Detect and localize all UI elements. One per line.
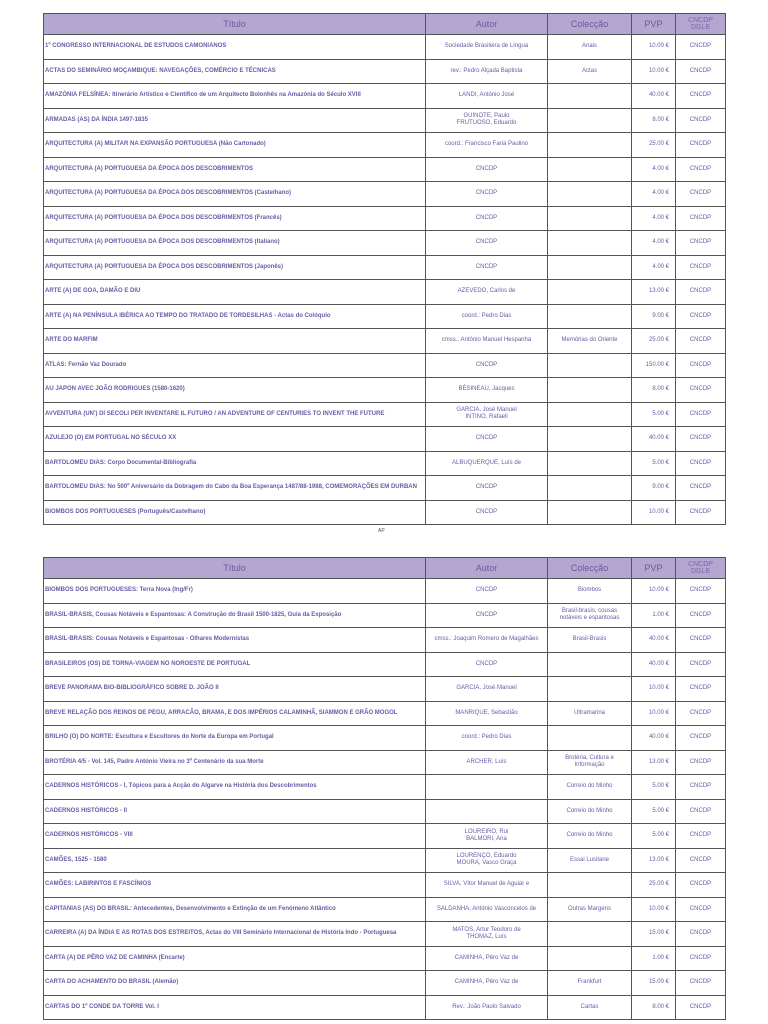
cell-coleccao: Brotéria, Cultura e Informação (548, 750, 632, 775)
cell-autor: ALBUQUERQUE, Luís de (426, 451, 548, 476)
cell-autor: CNCDP (426, 603, 548, 628)
cell-dglb: CNCDP (676, 971, 726, 996)
cell-pvp: 8.00 € (632, 108, 676, 133)
header-coleccao: Colecção (548, 14, 632, 35)
cell-pvp: 10.00 € (632, 35, 676, 60)
cell-titulo: ARTE DO MARFIM (44, 329, 426, 354)
cell-coleccao: Correio do Minho (548, 799, 632, 824)
table-row (44, 873, 726, 898)
cell-coleccao (548, 84, 632, 109)
cell-coleccao (548, 157, 632, 182)
cell-titulo: BIOMBOS DOS PORTUGUESES (Português/Castelhano) (44, 500, 426, 525)
cell-pvp: 25.00 € (632, 329, 676, 354)
cell-autor: cmss.: António Manuel Hespanha (426, 329, 548, 354)
cell-coleccao: Correio do Minho (548, 775, 632, 800)
cell-coleccao: Frankfurt (548, 971, 632, 996)
cell-titulo: CAPITANIAS (AS) DO BRASIL: Antecedentes, Desenvolvimento e Extinção de um Fenómeno Atlântico (44, 897, 426, 922)
page-label: AP (378, 528, 385, 534)
cell-coleccao: Biombos (548, 579, 632, 604)
cell-dglb: CNCDP (676, 353, 726, 378)
table-row (44, 427, 726, 452)
cell-dglb: CNCDP (676, 995, 726, 1020)
cell-pvp: 4.00 € (632, 206, 676, 231)
cell-coleccao: Ultramarina (548, 701, 632, 726)
cell-autor: MATOS, Artur Teodoro de THOMAZ, Luís (426, 922, 548, 947)
cell-autor: GUINOTE, Paulo FRUTUOSO, Eduardo (426, 108, 548, 133)
table-row (44, 329, 726, 354)
cell-dglb: CNCDP (676, 231, 726, 256)
cell-dglb: CNCDP (676, 427, 726, 452)
cell-dglb: CNCDP (676, 922, 726, 947)
cell-titulo: CARTA (A) DE PÊRO VAZ DE CAMINHA (Encarte) (44, 946, 426, 971)
table-row (44, 628, 726, 653)
cell-dglb: CNCDP (676, 329, 726, 354)
cell-autor: CNCDP (426, 182, 548, 207)
cell-coleccao (548, 255, 632, 280)
cell-autor: CNCDP (426, 231, 548, 256)
cell-autor (426, 799, 548, 824)
cell-dglb: CNCDP (676, 157, 726, 182)
table-row (44, 133, 726, 158)
cell-dglb: CNCDP (676, 280, 726, 305)
table-header-row (44, 14, 726, 35)
cell-coleccao (548, 378, 632, 403)
cell-titulo: BRASIL-BRASIS, Cousas Notáveis e Espantosas: A Construção do Brasil 1500-1825, Guia da Exposição (44, 603, 426, 628)
cell-pvp: 5.00 € (632, 451, 676, 476)
header-pvp: PVP (632, 558, 676, 579)
table-row (44, 182, 726, 207)
cell-titulo: BARTOLOMEU DIAS: Corpo Documental-Bibliografia (44, 451, 426, 476)
cell-coleccao (548, 652, 632, 677)
cell-titulo: CARTAS DO 1º CONDE DA TORRE Vol. I (44, 995, 426, 1020)
cell-pvp: 40.00 € (632, 652, 676, 677)
cell-autor: GARCIA, José Manuel (426, 677, 548, 702)
cell-autor: Sociedade Brasileira de Língua (426, 35, 548, 60)
cell-coleccao (548, 873, 632, 898)
cell-titulo: ATLAS: Fernão Vaz Dourado (44, 353, 426, 378)
cell-autor: MANRIQUE, Sebastião (426, 701, 548, 726)
cell-pvp: 15.00 € (632, 971, 676, 996)
cell-pvp: 8.00 € (632, 378, 676, 403)
cell-autor: LANDI, António José (426, 84, 548, 109)
cell-titulo: CADERNOS HISTÓRICOS - VIII (44, 824, 426, 849)
cell-dglb: CNCDP (676, 500, 726, 525)
header-coleccao: Colecção (548, 558, 632, 579)
cell-coleccao (548, 206, 632, 231)
cell-coleccao (548, 353, 632, 378)
cell-titulo: 1º CONGRESSO INTERNACIONAL DE ESTUDOS CAMONIANOS (44, 35, 426, 60)
cell-pvp: 9.00 € (632, 304, 676, 329)
table-row (44, 402, 726, 427)
cell-dglb: CNCDP (676, 897, 726, 922)
table-row (44, 304, 726, 329)
cell-autor: GARCIA, José Manuel INTINO, Rafaell (426, 402, 548, 427)
cell-pvp: 4.00 € (632, 255, 676, 280)
cell-coleccao: Brasil-Brasis (548, 628, 632, 653)
cell-pvp: 10.00 € (632, 500, 676, 525)
cell-autor: SALDANHA, António Vasconcelos de (426, 897, 548, 922)
cell-pvp: 10.00 € (632, 579, 676, 604)
cell-dglb: CNCDP (676, 59, 726, 84)
table-row (44, 280, 726, 305)
header-dglb: CNCDP DGLB (676, 558, 726, 579)
cell-dglb: CNCDP (676, 304, 726, 329)
cell-titulo: BREVE PANORAMA BIO-BIBLIOGRÁFICO SOBRE D. JOÃO II (44, 677, 426, 702)
cell-pvp: 25.00 € (632, 873, 676, 898)
cell-titulo: ARTE (A) NA PENÍNSULA IBÉRICA AO TEMPO DO TRATADO DE TORDESILHAS - Actas do Colóquio (44, 304, 426, 329)
cell-dglb: CNCDP (676, 726, 726, 751)
cell-dglb: CNCDP (676, 946, 726, 971)
table-row (44, 500, 726, 525)
cell-titulo: AMAZÓNIA FELSÍNEA: Itinerário Artístico e Científico de um Arquitecto Bolonhês na Amazónia do Século XVIII (44, 84, 426, 109)
table-row (44, 378, 726, 403)
table-row (44, 59, 726, 84)
table-row (44, 726, 726, 751)
cell-coleccao (548, 451, 632, 476)
cell-dglb: CNCDP (676, 182, 726, 207)
cell-dglb: CNCDP (676, 848, 726, 873)
table-row (44, 451, 726, 476)
cell-autor: Rev.: João Paulo Salvado (426, 995, 548, 1020)
cell-coleccao (548, 231, 632, 256)
header-titulo: Título (44, 558, 426, 579)
cell-autor: CAMINHA, Pêro Vaz de (426, 946, 548, 971)
cell-titulo: ACTAS DO SEMINÁRIO MOÇAMBIQUE: NAVEGAÇÕES, COMÉRCIO E TÉCNICAS (44, 59, 426, 84)
cell-coleccao (548, 726, 632, 751)
header-autor: Autor (426, 558, 548, 579)
cell-pvp: 40.00 € (632, 84, 676, 109)
cell-autor: LOURENÇO, Eduardo MOURA, Vasco Graça (426, 848, 548, 873)
cell-pvp: 1.00 € (632, 603, 676, 628)
cell-dglb: CNCDP (676, 579, 726, 604)
cell-titulo: ARQUITECTURA (A) PORTUGUESA DA ÉPOCA DOS DESCOBRIMENTOS (Francês) (44, 206, 426, 231)
cell-dglb: CNCDP (676, 873, 726, 898)
cell-titulo: BREVE RELAÇÃO DOS REINOS DE PEGU, ARRACÃO, BRAMA, E DOS IMPÉRIOS CALAMINHÃ, SIAMMON E GRÃO MOGOL (44, 701, 426, 726)
cell-titulo: AVVENTURA (UN') DI SECOLI PER INVENTARE IL FUTURO / AN ADVENTURE OF CENTURIES TO INVENT THE FUTURE (44, 402, 426, 427)
cell-autor: CNCDP (426, 427, 548, 452)
cell-titulo: CARREIRA (A) DA ÍNDIA E AS ROTAS DOS ESTREITOS, Actas do VIII Seminário Internacional de História Indo - Portuguesa (44, 922, 426, 947)
table-row (44, 922, 726, 947)
table-row (44, 971, 726, 996)
table-row (44, 750, 726, 775)
cell-autor: BÉSINEAU, Jacques (426, 378, 548, 403)
cell-coleccao (548, 108, 632, 133)
cell-titulo: ARQUITECTURA (A) PORTUGUESA DA ÉPOCA DOS DESCOBRIMENTOS (Italiano) (44, 231, 426, 256)
cell-pvp: 40.00 € (632, 726, 676, 751)
cell-dglb: CNCDP (676, 206, 726, 231)
table-row (44, 353, 726, 378)
header-autor: Autor (426, 14, 548, 35)
cell-coleccao (548, 182, 632, 207)
cell-titulo: ARQUITECTURA (A) PORTUGUESA DA ÉPOCA DOS DESCOBRIMENTOS (44, 157, 426, 182)
cell-pvp: 10.00 € (632, 897, 676, 922)
cell-titulo: CADERNOS HISTÓRICOS - II (44, 799, 426, 824)
cell-autor: coord.: Pedro Dias (426, 304, 548, 329)
cell-pvp: 25.00 € (632, 133, 676, 158)
cell-pvp: 10.00 € (632, 701, 676, 726)
table-row (44, 603, 726, 628)
cell-coleccao (548, 402, 632, 427)
cell-coleccao: Essai Lusitane (548, 848, 632, 873)
cell-coleccao (548, 133, 632, 158)
cell-dglb: CNCDP (676, 775, 726, 800)
cell-autor: cmss.: Joaquim Romero de Magalhães (426, 628, 548, 653)
cell-dglb: CNCDP (676, 750, 726, 775)
cell-dglb: CNCDP (676, 603, 726, 628)
cell-dglb: CNCDP (676, 824, 726, 849)
table-row (44, 995, 726, 1020)
cell-autor: ARCHER, Luís (426, 750, 548, 775)
cell-autor: LOUREIRO, Rui BALMORI, Ana (426, 824, 548, 849)
cell-pvp: 13.00 € (632, 280, 676, 305)
table-row (44, 108, 726, 133)
cell-pvp: 13.00 € (632, 848, 676, 873)
cell-coleccao: Brasil-brasis, cousas notáveis e espantosas (548, 603, 632, 628)
cell-titulo: CADERNOS HISTÓRICOS - I, Tópicos para a Acção do Algarve na História dos Descobrimentos (44, 775, 426, 800)
cell-autor (426, 775, 548, 800)
cell-dglb: CNCDP (676, 451, 726, 476)
catalog-table-2 (43, 557, 726, 1020)
cell-autor: CNCDP (426, 157, 548, 182)
cell-coleccao (548, 946, 632, 971)
cell-pvp: 150.00 € (632, 353, 676, 378)
header-titulo: Título (44, 14, 426, 35)
table-row (44, 35, 726, 60)
cell-coleccao (548, 476, 632, 501)
cell-titulo: BRASIL-BRASIS: Cousas Notáveis e Espantosas - Olhares Modernistas (44, 628, 426, 653)
cell-coleccao: Cartas (548, 995, 632, 1020)
cell-titulo: BRILHO (O) DO NORTE: Escultura e Escultores do Norte da Europa em Portugal (44, 726, 426, 751)
table-row (44, 652, 726, 677)
cell-pvp: 4.00 € (632, 182, 676, 207)
cell-dglb: CNCDP (676, 255, 726, 280)
cell-coleccao (548, 427, 632, 452)
table-row (44, 84, 726, 109)
cell-dglb: CNCDP (676, 133, 726, 158)
cell-dglb: CNCDP (676, 799, 726, 824)
cell-dglb: CNCDP (676, 402, 726, 427)
cell-titulo: CAMÕES: LABIRINTOS E FASCÍNIOS (44, 873, 426, 898)
header-dglb: CNCDP DGLB (676, 14, 726, 35)
table-row (44, 824, 726, 849)
cell-autor: coord.: Pedro Dias (426, 726, 548, 751)
cell-pvp: 5.00 € (632, 799, 676, 824)
cell-titulo: BARTOLOMEU DIAS: No 500º Aniversário da Dobragem do Cabo da Boa Esperança 1487/88-1988, COMEMORAÇÕES EM DURBAN (44, 476, 426, 501)
cell-titulo: AZULEJO (O) EM PORTUGAL NO SÉCULO XX (44, 427, 426, 452)
cell-coleccao: Correio do Minho (548, 824, 632, 849)
table-row (44, 848, 726, 873)
cell-autor: CNCDP (426, 652, 548, 677)
cell-coleccao: Actas (548, 59, 632, 84)
cell-coleccao: Anais (548, 35, 632, 60)
cell-pvp: 13.00 € (632, 750, 676, 775)
cell-titulo: CARTA DO ACHAMENTO DO BRASIL (Alemão) (44, 971, 426, 996)
cell-dglb: CNCDP (676, 84, 726, 109)
cell-pvp: 9.00 € (632, 476, 676, 501)
cell-pvp: 10.00 € (632, 59, 676, 84)
cell-pvp: 15.00 € (632, 922, 676, 947)
table-row (44, 206, 726, 231)
cell-autor: coord.: Francisco Faria Paulino (426, 133, 548, 158)
cell-coleccao (548, 677, 632, 702)
cell-dglb: CNCDP (676, 108, 726, 133)
cell-dglb: CNCDP (676, 652, 726, 677)
cell-autor: CNCDP (426, 476, 548, 501)
cell-dglb: CNCDP (676, 628, 726, 653)
cell-titulo: BROTÉRIA 4/5 - Vol. 145, Padre António Vieira no 3º Centenário da sua Morte (44, 750, 426, 775)
table-header-row (44, 558, 726, 579)
cell-titulo: ARQUITECTURA (A) MILITAR NA EXPANSÃO PORTUGUESA (Não Cartonado) (44, 133, 426, 158)
cell-autor: rev.: Pedro Alçada Baptista (426, 59, 548, 84)
cell-pvp: 8.00 € (632, 995, 676, 1020)
cell-pvp: 4.00 € (632, 231, 676, 256)
cell-autor: CNCDP (426, 353, 548, 378)
cell-autor: CNCDP (426, 206, 548, 231)
header-pvp: PVP (632, 14, 676, 35)
table-row (44, 476, 726, 501)
table-row (44, 799, 726, 824)
table-row (44, 946, 726, 971)
cell-dglb: CNCDP (676, 35, 726, 60)
cell-pvp: 40.00 € (632, 628, 676, 653)
table-row (44, 579, 726, 604)
cell-pvp: 5.00 € (632, 775, 676, 800)
cell-pvp: 40.00 € (632, 427, 676, 452)
cell-titulo: ARQUITECTURA (A) PORTUGUESA DA ÉPOCA DOS DESCOBRIMENTOS (Castelhano) (44, 182, 426, 207)
cell-pvp: 5.00 € (632, 402, 676, 427)
cell-coleccao: Outras Margens (548, 897, 632, 922)
table-row (44, 157, 726, 182)
cell-titulo: ARQUITECTURA (A) PORTUGUESA DA ÉPOCA DOS DESCOBRIMENTOS (Japonês) (44, 255, 426, 280)
table-row (44, 231, 726, 256)
cell-autor: AZEVEDO, Carlos de (426, 280, 548, 305)
cell-titulo: ARTE (A) DE GOA, DAMÃO E DIU (44, 280, 426, 305)
cell-pvp: 4.00 € (632, 157, 676, 182)
cell-autor: CNCDP (426, 255, 548, 280)
cell-autor: CAMINHA, Pêro Vaz de (426, 971, 548, 996)
cell-titulo: ARMADAS (AS) DA ÍNDIA 1497-1835 (44, 108, 426, 133)
cell-coleccao: Memórias do Oriente (548, 329, 632, 354)
cell-titulo: AU JAPON AVEC JOÃO RODRIGUES (1580-1620) (44, 378, 426, 403)
cell-pvp: 5.00 € (632, 824, 676, 849)
cell-dglb: CNCDP (676, 378, 726, 403)
table-row (44, 897, 726, 922)
cell-dglb: CNCDP (676, 701, 726, 726)
cell-autor: CNCDP (426, 500, 548, 525)
cell-autor: CNCDP (426, 579, 548, 604)
cell-coleccao (548, 500, 632, 525)
table-row (44, 775, 726, 800)
cell-coleccao (548, 922, 632, 947)
cell-pvp: 1.00 € (632, 946, 676, 971)
cell-titulo: BRASILEIROS (OS) DE TORNA-VIAGEM NO NOROESTE DE PORTUGAL (44, 652, 426, 677)
cell-titulo: BIOMBOS DOS PORTUGUESES: Terra Nova (Ing/Fr) (44, 579, 426, 604)
table-row (44, 701, 726, 726)
catalog-table-1 (43, 13, 726, 525)
cell-dglb: CNCDP (676, 677, 726, 702)
cell-autor: SILVA, Vítor Manuel de Aguiar e (426, 873, 548, 898)
table-row (44, 255, 726, 280)
cell-dglb: CNCDP (676, 476, 726, 501)
cell-coleccao (548, 280, 632, 305)
cell-titulo: CAMÕES, 1525 - 1580 (44, 848, 426, 873)
table-row (44, 677, 726, 702)
cell-pvp: 10.00 € (632, 677, 676, 702)
cell-coleccao (548, 304, 632, 329)
